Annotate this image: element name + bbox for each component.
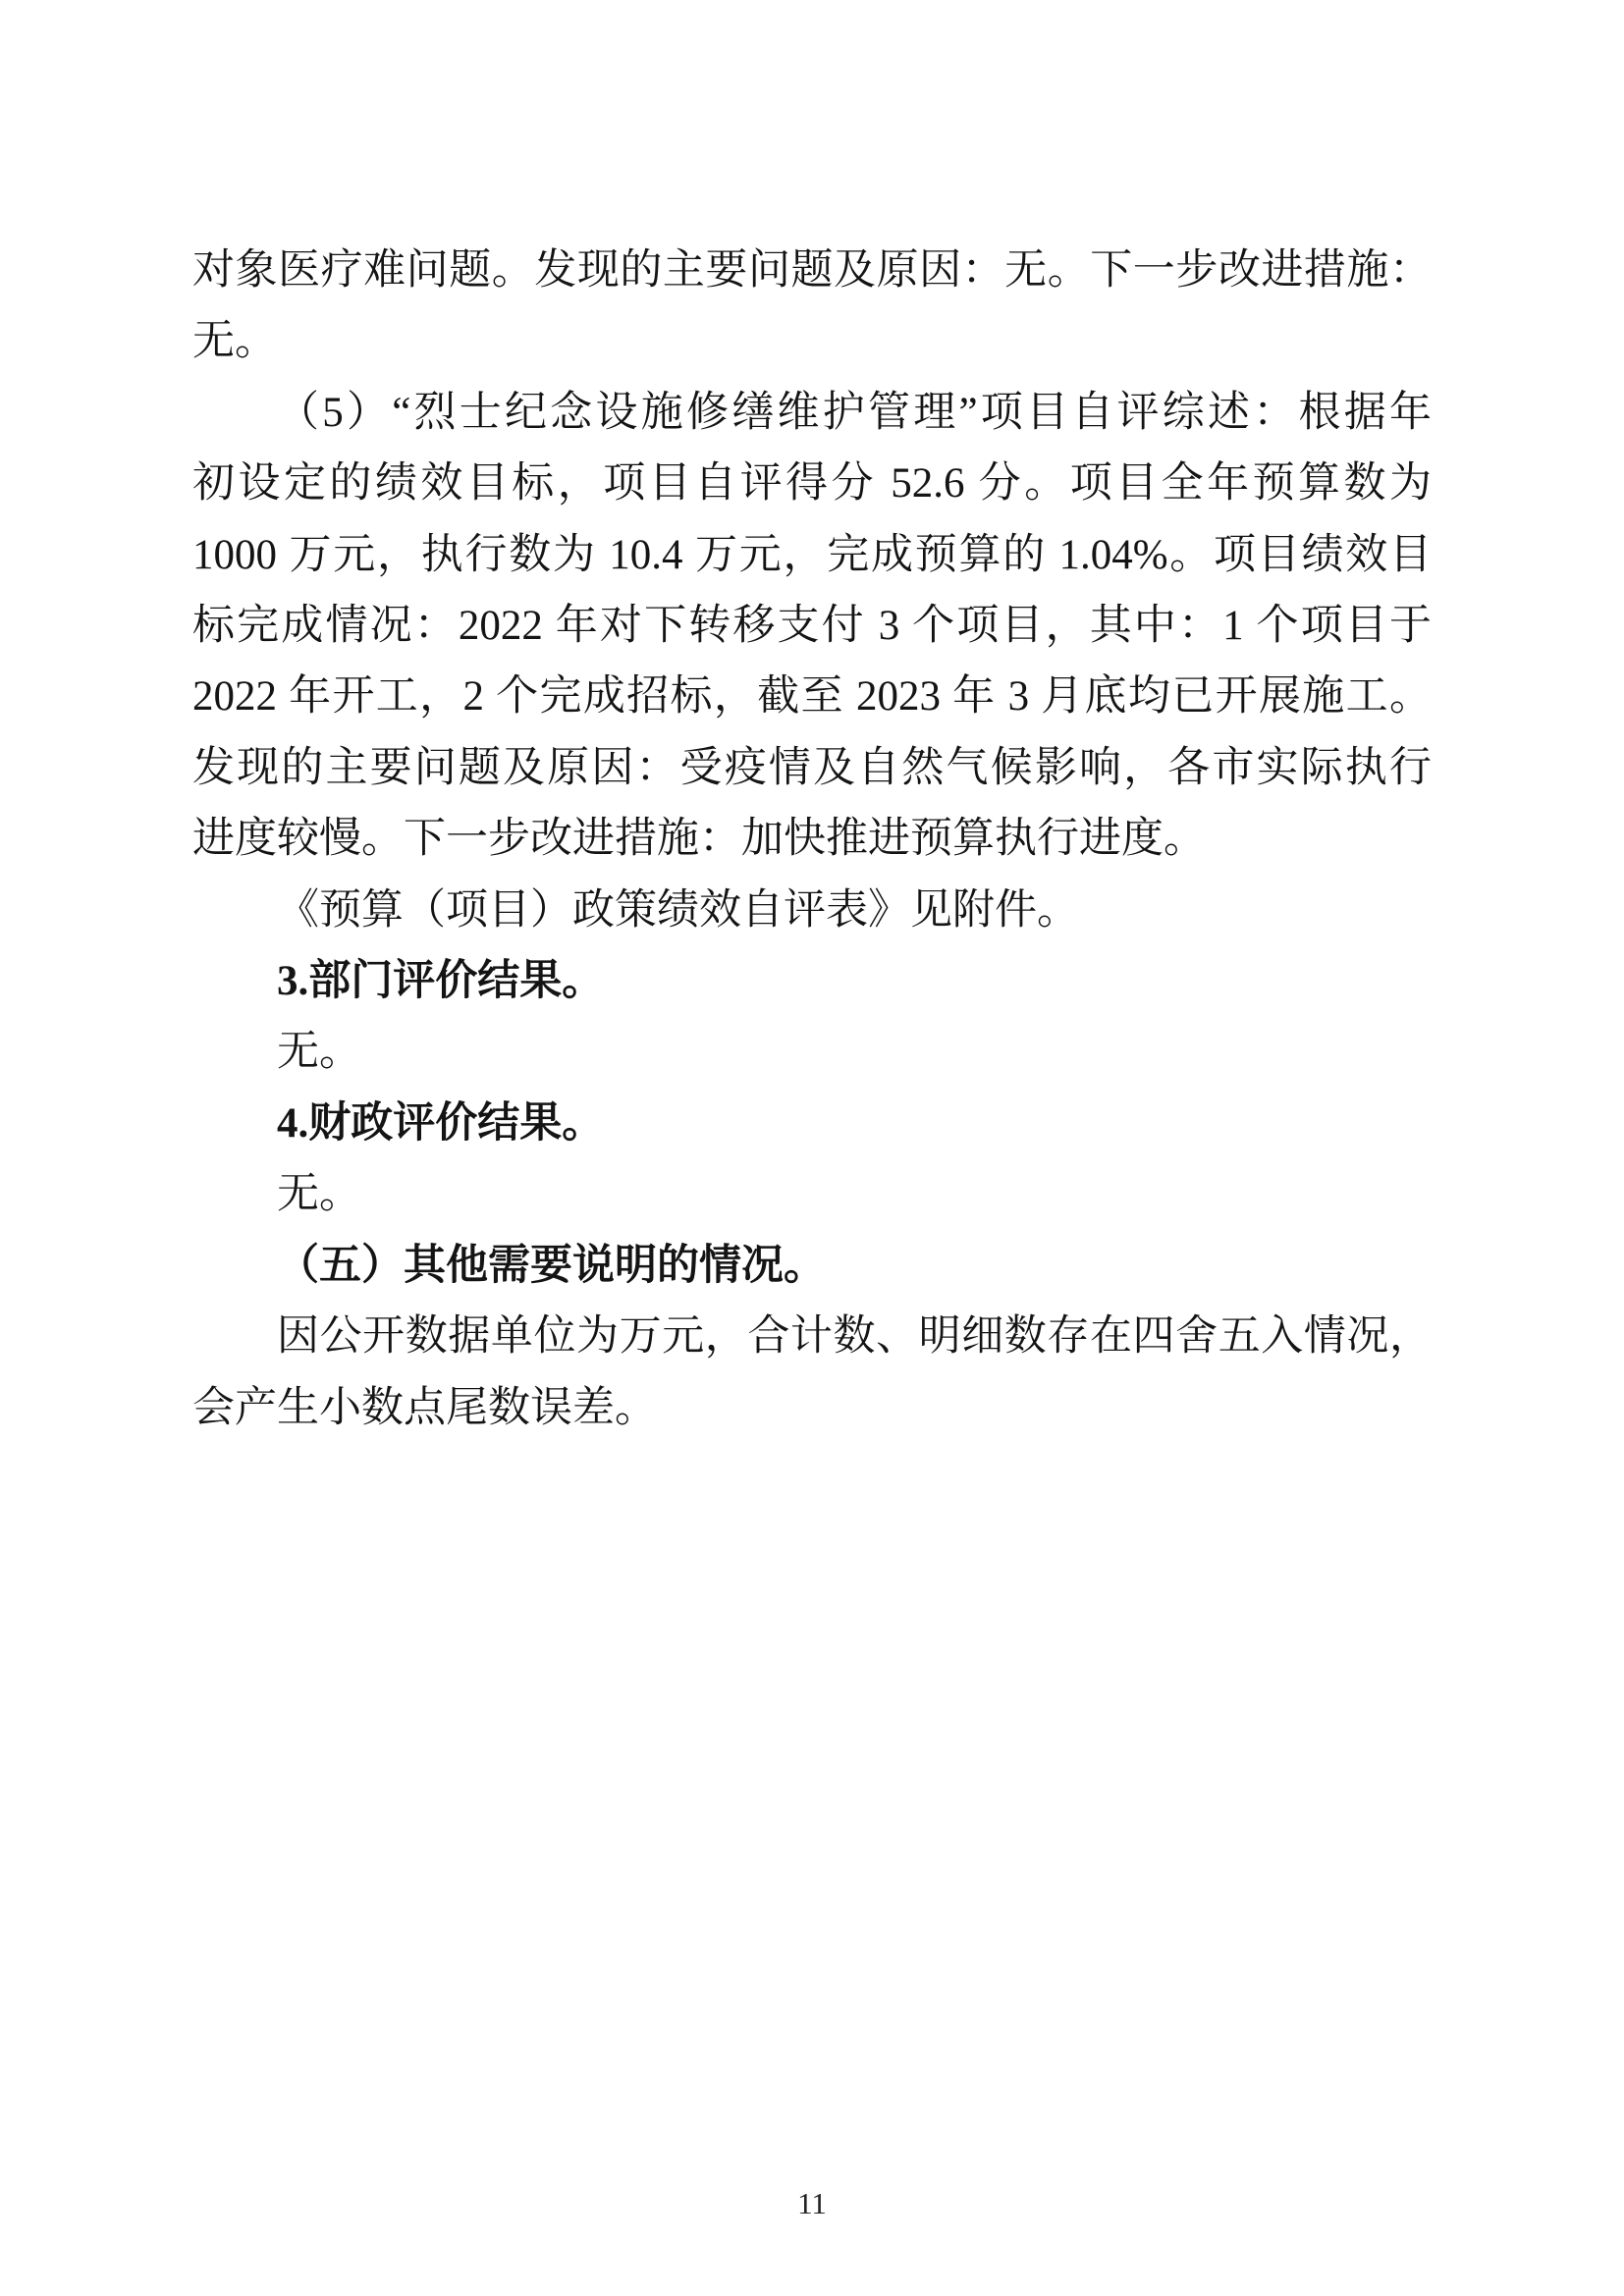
body-text-line: 进度较慢。下一步改进措施：加快推进预算执行进度。 bbox=[192, 816, 1206, 863]
attachment-reference-line: 《预算（项目）政策绩效自评表》见附件。 bbox=[277, 886, 1079, 934]
heading-department-evaluation: 3.部门评价结果。 bbox=[277, 958, 605, 1005]
body-text-line: 无。 bbox=[277, 1029, 361, 1076]
heading-other-notes: （五）其他需要说明的情况。 bbox=[277, 1242, 826, 1289]
body-text-line: 对象医疗难问题。发现的主要问题及原因：无。下一步改进措施： bbox=[192, 247, 1432, 294]
page-number: 11 bbox=[797, 2186, 827, 2220]
heading-fiscal-evaluation: 4.财政评价结果。 bbox=[277, 1099, 605, 1147]
document-body bbox=[192, 236, 1432, 1444]
body-text-line: 发现的主要问题及原因：受疫情及自然气候影响，各市实际执行 bbox=[192, 744, 1432, 791]
body-text-line: 1000 万元，执行数为 10.4 万元，完成预算的 1.04%。项目绩效目 bbox=[192, 531, 1432, 578]
body-text-line: 无。 bbox=[277, 1171, 361, 1218]
body-text-line: 无。 bbox=[192, 318, 277, 365]
body-text-line: 初设定的绩效目标，项目自评得分 52.6 分。项目全年预算数为 bbox=[192, 460, 1432, 507]
body-text-line: 2022 年开工，2 个完成招标，截至 2023 年 3 月底均已开展施工。 bbox=[192, 673, 1432, 721]
body-text-line: 会产生小数点尾数误差。 bbox=[192, 1384, 657, 1431]
body-text-line: 标完成情况：2022 年对下转移支付 3 个项目，其中：1 个项目于 bbox=[192, 603, 1432, 650]
page-footer bbox=[0, 2185, 1624, 2222]
body-text-line: 因公开数据单位为万元，合计数、明细数存在四舍五入情况， bbox=[277, 1313, 1432, 1361]
body-text-line: （5）“烈士纪念设施修缮维护管理”项目自评综述：根据年 bbox=[277, 389, 1432, 436]
